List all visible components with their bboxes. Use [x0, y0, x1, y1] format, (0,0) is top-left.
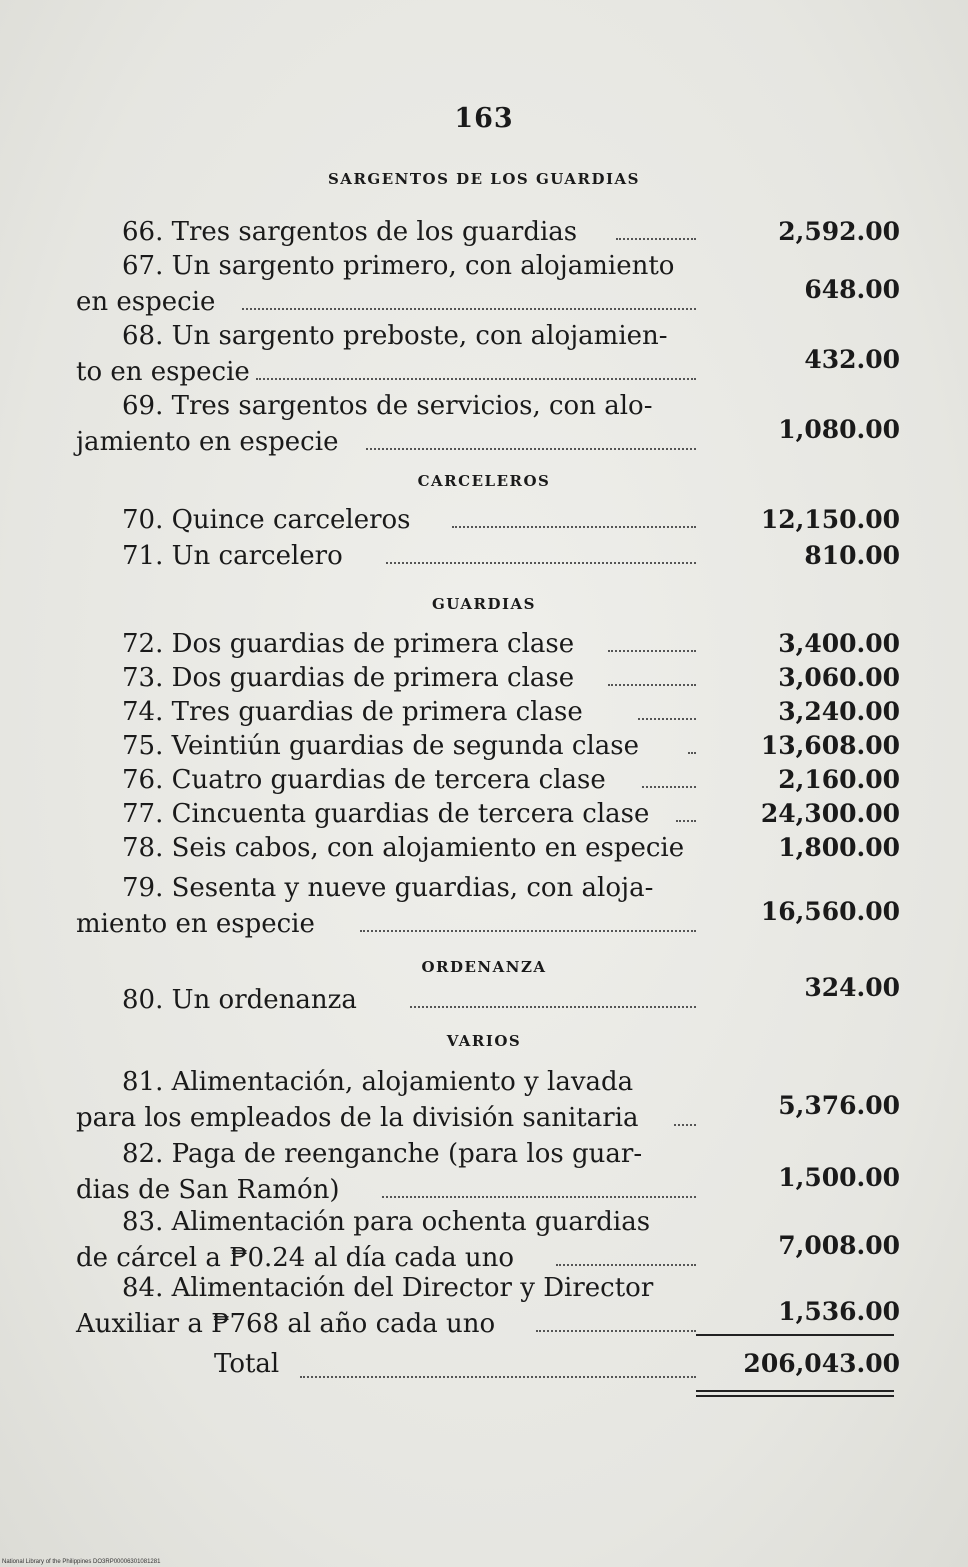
item-amount: 5,376.00 — [778, 1091, 900, 1120]
item-amount: 432.00 — [804, 345, 900, 374]
item-amount: 1,500.00 — [778, 1163, 900, 1192]
section-heading-carceleros: CARCELEROS — [417, 472, 551, 490]
item-text: 82. Paga de reenganche (para los guar- — [122, 1139, 643, 1169]
item-text: 71. Un carcelero — [122, 541, 343, 571]
line-item — [76, 1204, 900, 1276]
page-number: 163 — [454, 103, 514, 134]
total-row — [76, 1346, 900, 1382]
line-item — [76, 870, 900, 942]
line-item — [76, 694, 900, 730]
line-item — [76, 214, 900, 250]
item-text: 74. Tres guardias de primera clase — [122, 697, 583, 727]
item-text: 83. Alimentación para ochenta guardias — [122, 1207, 651, 1237]
item-text: 70. Quince carceleros — [122, 505, 411, 535]
item-amount: 1,080.00 — [778, 415, 900, 444]
item-amount: 13,608.00 — [760, 731, 900, 760]
item-text: 68. Un sargento preboste, con alojamien- — [122, 321, 668, 351]
line-item — [76, 388, 900, 460]
line-item — [76, 538, 900, 574]
total-label: Total — [214, 1349, 280, 1379]
item-text: 81. Alimentación, alojamiento y lavada — [122, 1067, 634, 1097]
item-amount: 2,160.00 — [778, 765, 900, 794]
item-text: jamiento en especie — [76, 427, 339, 457]
item-amount: 810.00 — [804, 541, 900, 570]
line-item — [76, 762, 900, 798]
item-amount: 3,240.00 — [778, 697, 900, 726]
section-heading-sargentos: SARGENTOS DE LOS GUARDIAS — [327, 170, 641, 188]
item-amount: 1,800.00 — [778, 833, 900, 862]
line-item — [76, 1136, 900, 1208]
item-amount: 3,400.00 — [778, 629, 900, 658]
item-amount: 24,300.00 — [760, 799, 900, 828]
item-text: miento en especie — [76, 909, 315, 939]
line-item — [76, 660, 900, 696]
item-text: para los empleados de la división sanitaria — [76, 1103, 639, 1133]
line-item — [76, 728, 900, 764]
item-text: en especie — [76, 287, 216, 317]
line-item — [76, 318, 900, 390]
item-text: 78. Seis cabos, con alojamiento en especie — [122, 833, 685, 863]
item-amount: 1,536.00 — [778, 1297, 900, 1326]
section-heading-guardias: GUARDIAS — [431, 595, 537, 613]
total-double-rule — [696, 1390, 894, 1397]
item-amount: 16,560.00 — [760, 897, 900, 926]
section-heading-ordenanza: ORDENANZA — [421, 958, 547, 976]
item-amount: 2,592.00 — [778, 217, 900, 246]
item-text: 66. Tres sargentos de los guardias — [122, 217, 578, 247]
item-text: Auxiliar a ₱768 al año cada uno — [76, 1309, 496, 1339]
subtotal-rule — [696, 1334, 894, 1336]
item-text: 76. Cuatro guardias de tercera clase — [122, 765, 606, 795]
footer-note: National Library of the Philippines DO3RP00006301081281 — [2, 1559, 161, 1565]
item-amount: 648.00 — [804, 275, 900, 304]
line-item — [76, 1270, 900, 1342]
item-text: 77. Cincuenta guardias de tercera clase — [122, 799, 650, 829]
item-text: 84. Alimentación del Director y Director — [122, 1273, 654, 1303]
item-text: de cárcel a ₱0.24 al día cada uno — [76, 1243, 515, 1273]
item-amount: 324.00 — [804, 973, 900, 1002]
line-item — [76, 626, 900, 662]
item-amount: 7,008.00 — [778, 1231, 900, 1260]
line-item — [76, 1064, 900, 1136]
item-text: 72. Dos guardias de primera clase — [122, 629, 575, 659]
line-item — [76, 248, 900, 320]
item-text: 73. Dos guardias de primera clase — [122, 663, 575, 693]
item-text: 80. Un ordenanza — [122, 985, 357, 1015]
line-item — [76, 796, 900, 832]
item-amount: 12,150.00 — [760, 505, 900, 534]
section-heading-varios: VARIOS — [446, 1032, 522, 1050]
item-text: to en especie — [76, 357, 250, 387]
item-text: dias de San Ramón) — [76, 1175, 340, 1205]
item-text: 69. Tres sargentos de servicios, con alo- — [122, 391, 653, 421]
item-amount: 3,060.00 — [778, 663, 900, 692]
item-text: 79. Sesenta y nueve guardias, con aloja- — [122, 873, 654, 903]
line-item — [76, 973, 900, 1018]
total-amount: 206,043.00 — [743, 1349, 900, 1378]
line-item — [76, 830, 900, 866]
item-text: 75. Veintiún guardias de segunda clase — [122, 731, 640, 761]
line-item — [76, 502, 900, 538]
item-text: 67. Un sargento primero, con alojamiento — [122, 251, 675, 281]
